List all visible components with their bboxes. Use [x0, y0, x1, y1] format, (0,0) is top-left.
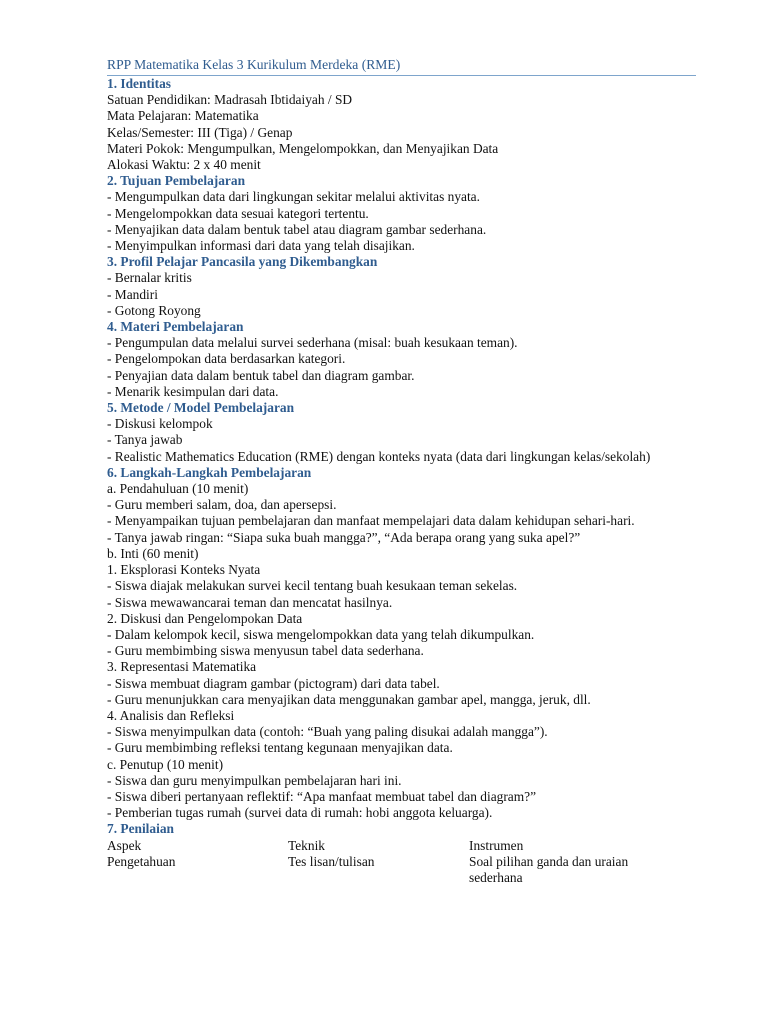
section-tujuan: [107, 173, 696, 254]
list-item: - Siswa menyimpulkan data (contoh: “Buah yang paling disukai adalah mangga”).: [107, 724, 548, 740]
list-item: - Guru menunjukkan cara menyajikan data menggunakan gambar apel, mangga, jeruk, dll.: [107, 691, 591, 707]
list-item: - Gotong Royong: [107, 302, 201, 318]
section-profil-pelajar: [107, 254, 696, 319]
text-line: Mata Pelajaran: Matematika: [107, 108, 259, 124]
section-langkah: [107, 465, 696, 821]
list-item: - Menyampaikan tujuan pembelajaran dan manfaat mempelajari data dalam kehidupan sehari-hari.: [107, 513, 635, 529]
list-item: - Guru membimbing refleksi tentang kegunaan menyajikan data.: [107, 740, 453, 756]
section-penilaian: [107, 821, 696, 886]
subheading: 2. Diskusi dan Pengelompokan Data: [107, 610, 303, 626]
list-item: - Tanya jawab ringan: “Siapa suka buah mangga?”, “Ada berapa orang yang suka apel?”: [107, 529, 581, 545]
section-heading: 4. Materi Pembelajaran: [107, 319, 244, 335]
list-item: - Pemberian tugas rumah (survei data di rumah: hobi anggota keluarga).: [107, 805, 493, 821]
section-heading: 7. Penilaian: [107, 821, 174, 837]
list-item: - Guru membimbing siswa menyusun tabel data sederhana.: [107, 643, 424, 659]
list-item: - Penyajian data dalam bentuk tabel dan diagram gambar.: [107, 367, 415, 383]
table-header-cell: Instrumen: [469, 837, 524, 853]
list-item: - Menyajikan data dalam bentuk tabel atau diagram gambar sederhana.: [107, 221, 487, 237]
subheading: 4. Analisis dan Refleksi: [107, 707, 235, 723]
section-heading: 5. Metode / Model Pembelajaran: [107, 400, 295, 416]
text-line: Alokasi Waktu: 2 x 40 menit: [107, 157, 261, 173]
list-item: - Dalam kelompok kecil, siswa mengelompokkan data yang telah dikumpulkan.: [107, 626, 535, 642]
list-item: - Bernalar kritis: [107, 270, 192, 286]
table-header-cell: Teknik: [288, 837, 325, 853]
section-heading: 2. Tujuan Pembelajaran: [107, 173, 246, 189]
list-item: - Mandiri: [107, 286, 158, 302]
list-item: - Siswa mewawancarai teman dan mencatat hasilnya.: [107, 594, 393, 610]
subheading: a. Pendahuluan (10 menit): [107, 481, 249, 497]
subheading: 1. Eksplorasi Konteks Nyata: [107, 562, 261, 578]
text-line: Materi Pokok: Mengumpulkan, Mengelompokkan, dan Menyajikan Data: [107, 140, 499, 156]
list-item: - Siswa dan guru menyimpulkan pembelajaran hari ini.: [107, 772, 402, 788]
text-line: Satuan Pendidikan: Madrasah Ibtidaiyah / SD: [107, 92, 353, 108]
list-item: - Tanya jawab: [107, 432, 183, 448]
list-item: - Siswa membuat diagram gambar (pictogram) dari data tabel.: [107, 675, 440, 691]
subheading: b. Inti (60 menit): [107, 545, 199, 561]
list-item: - Siswa diajak melakukan survei kecil tentang buah kesukaan teman sekelas.: [107, 578, 518, 594]
list-item: - Realistic Mathematics Education (RME) dengan konteks nyata (data dari lingkungan kelas/sekolah): [107, 448, 651, 464]
list-item: - Mengelompokkan data sesuai kategori tertentu.: [107, 205, 369, 221]
table-cell: Pengetahuan: [107, 853, 176, 869]
list-item: - Pengumpulan data melalui survei sederhana (misal: buah kesukaan teman).: [107, 335, 518, 351]
section-heading: 6. Langkah-Langkah Pembelajaran: [107, 464, 312, 480]
list-item: - Guru memberi salam, doa, dan apersepsi.: [107, 497, 337, 513]
list-item: - Diskusi kelompok: [107, 416, 213, 432]
subheading: 3. Representasi Matematika: [107, 659, 257, 675]
subheading: c. Penutup (10 menit): [107, 756, 224, 772]
assessment-table: [107, 838, 696, 887]
list-item: - Pengelompokan data berdasarkan kategori.: [107, 351, 346, 367]
section-metode: [107, 400, 696, 465]
section-heading: 3. Profil Pelajar Pancasila yang Dikembangkan: [107, 254, 378, 270]
list-item: - Menyimpulkan informasi dari data yang telah disajikan.: [107, 238, 415, 254]
section-identitas: [107, 76, 696, 173]
list-item: - Menarik kesimpulan dari data.: [107, 383, 279, 399]
list-item: - Siswa diberi pertanyaan reflektif: “Apa manfaat membuat tabel dan diagram?”: [107, 788, 537, 804]
table-header-cell: Aspek: [107, 837, 142, 853]
section-heading: 1. Identitas: [107, 76, 171, 91]
table-cell: Soal pilihan ganda dan uraian sederhana: [469, 853, 629, 885]
document-title: RPP Matematika Kelas 3 Kurikulum Merdeka (RME): [107, 57, 696, 76]
table-cell: Tes lisan/tulisan: [288, 853, 375, 869]
text-line: Kelas/Semester: III (Tiga) / Genap: [107, 124, 293, 140]
list-item: - Mengumpulkan data dari lingkungan sekitar melalui aktivitas nyata.: [107, 189, 480, 205]
section-materi: [107, 319, 696, 400]
